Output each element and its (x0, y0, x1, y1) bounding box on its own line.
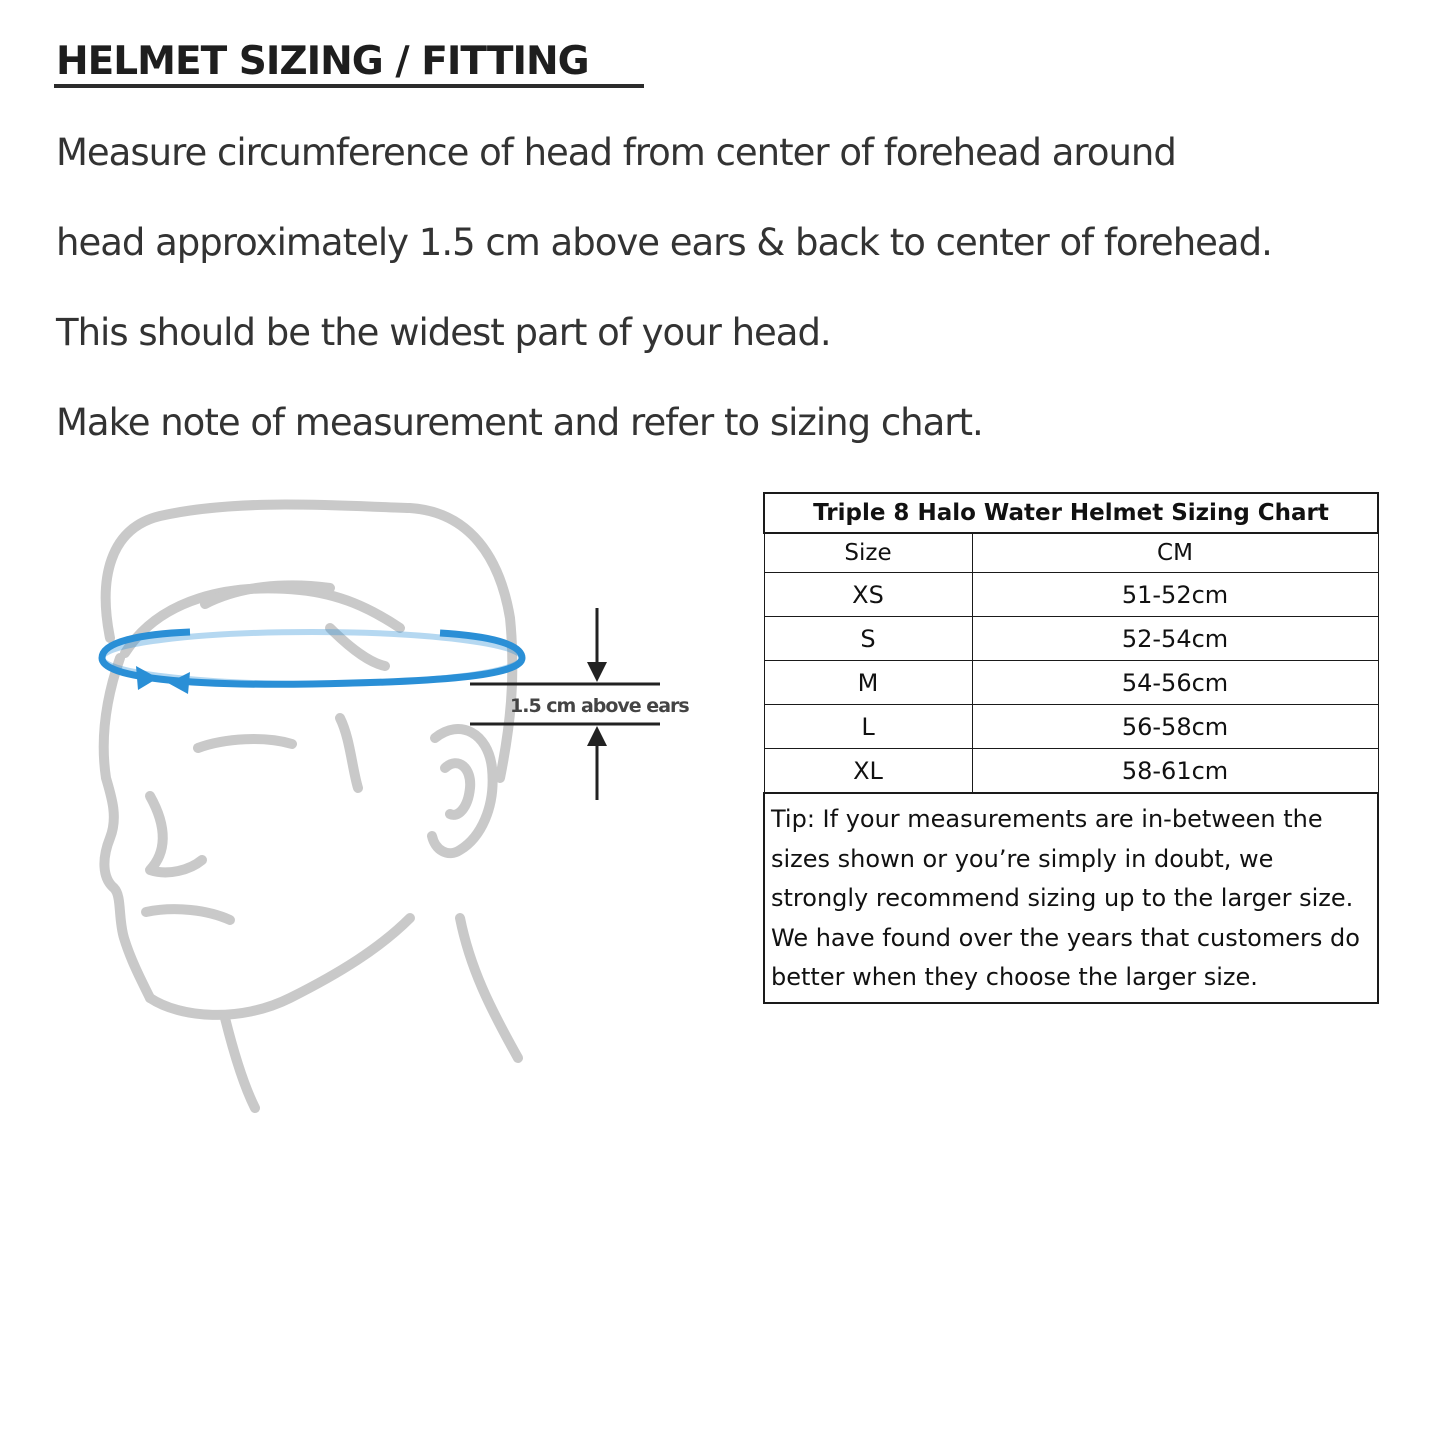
table-row (764, 705, 1378, 749)
jaw-line (150, 918, 410, 1015)
hairline (125, 588, 400, 653)
neck-front (225, 1018, 255, 1108)
size-cell: L (764, 705, 972, 749)
size-cell: M (764, 661, 972, 705)
instruction-line-3: This should be the widest part of your head. (56, 311, 831, 354)
arrow-up-head (587, 726, 607, 746)
face-front (104, 658, 150, 998)
ear (432, 729, 493, 853)
size-cell: XS (764, 573, 972, 617)
instruction-line-2: head approximately 1.5 cm above ears & back to center of forehead. (56, 221, 1272, 264)
nose (150, 796, 202, 872)
head-measurement-illustration (40, 478, 730, 1138)
sizing-chart-title: Triple 8 Halo Water Helmet Sizing Chart (764, 493, 1378, 533)
neck-back (460, 918, 518, 1058)
table-row (764, 661, 1378, 705)
cm-cell: 58-61cm (972, 749, 1378, 794)
instruction-line-4: Make note of measurement and refer to sizing chart. (56, 401, 983, 444)
cm-cell: 56-58cm (972, 705, 1378, 749)
size-cell: S (764, 617, 972, 661)
cm-cell: 54-56cm (972, 661, 1378, 705)
instruction-line-1: Measure circumference of head from center of forehead around (56, 131, 1176, 174)
arrow-down-head (587, 662, 607, 682)
ear-inner (445, 763, 470, 815)
cm-cell: 51-52cm (972, 573, 1378, 617)
band-arrowhead-right (136, 666, 158, 690)
table-row (764, 573, 1378, 617)
page-title: HELMET SIZING / FITTING (56, 39, 589, 84)
measuring-band-front (102, 658, 522, 684)
head-outline (104, 505, 518, 1109)
table-header-row (764, 533, 1378, 573)
column-header-cm: CM (972, 533, 1378, 573)
cheek-line (340, 718, 358, 788)
measuring-band (102, 632, 522, 694)
size-cell: XL (764, 749, 972, 794)
measure-label: 1.5 cm above ears (510, 695, 689, 717)
column-header-size: Size (764, 533, 972, 573)
title-underline (54, 84, 644, 88)
table-row (764, 617, 1378, 661)
sizing-tip: Tip: If your measurements are in-between the sizes shown or you’re simply in doubt, we strongly recommend sizing up to the larger size. We have found over the years that customers do better when they choose the larger size. (764, 793, 1378, 1003)
lips (146, 909, 230, 920)
table-row (764, 749, 1378, 794)
brow-line (198, 739, 292, 748)
cm-cell: 52-54cm (972, 617, 1378, 661)
sizing-chart-table (763, 492, 1379, 1004)
